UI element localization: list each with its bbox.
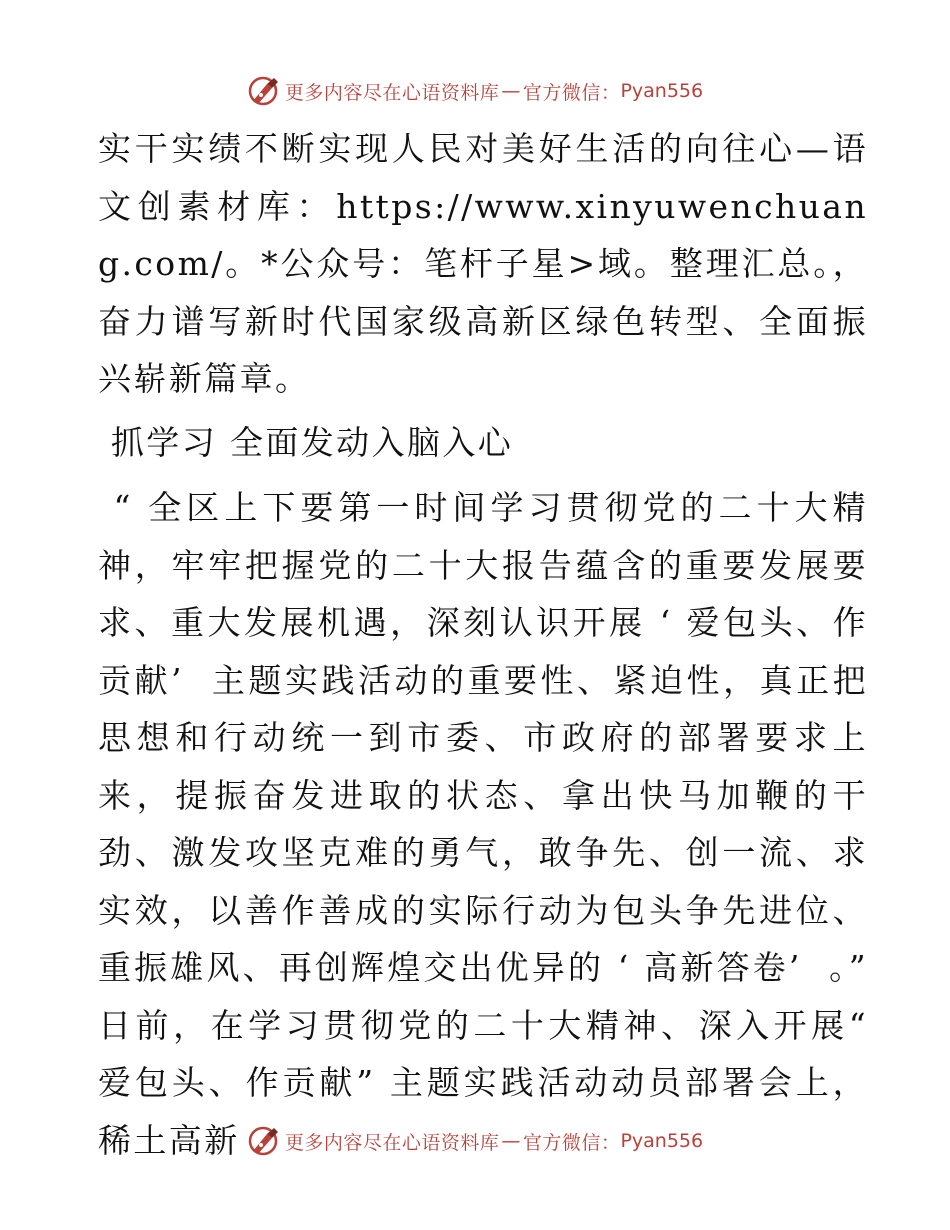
banner-wechat-id: Pyan556 (620, 1130, 704, 1152)
pen-logo-icon (247, 1124, 281, 1158)
footer-banner (0, 1121, 950, 1161)
banner-contact-label: 官方微信： (522, 81, 621, 104)
banner-contact-label: 官方微信： (522, 1131, 621, 1154)
banner-text: 更多内容尽在心语资料库 (284, 81, 500, 104)
paragraph-2: “ 全区上下要第一时间学习贯彻党的二十大精神，牢牢把握党的二十大报告蕴含的重要发展要求、重大发展机遇，深刻认识开展 ‘ 爱包头、作贡献’ 主题实践活动的重要性、紧迫性，真正把思想和行动统一到市委、市政府的部署要求上来，提振奋发进取的状态、拿出快马加鞭的干劲、激发攻坚克难的勇气，敢争先、创一流、求实效，以善作善成的实际行动为包头争先进位、重振雄风、再创辉煌交出优异的 ‘ 高新答卷’ 。” 日前，在学习贯彻党的二十大精神、深入开展“ 爱包头、作贡献” 主题实践活动动员部署会上，稀土高新 (98, 488, 881, 1160)
section-heading: 抓学习 全面发动入脑入心 (98, 422, 514, 462)
pen-logo-icon (247, 74, 281, 108)
banner-wechat-id: Pyan556 (620, 80, 704, 102)
banner-text: 更多内容尽在心语资料库 (284, 1131, 500, 1154)
paragraph-1: 实干实绩不断实现人民对美好生活的向往心—语文创素材库：https://www.xinyuwenchuang.com/。*公众号：笔杆子星>域。整理汇总。，奋力谱写新时代国家级高新区绿色转型、全面振兴崭新篇章。 (98, 129, 868, 398)
banner-dash: — (501, 80, 521, 102)
document-body (98, 120, 881, 1169)
header-banner (0, 71, 950, 111)
banner-dash: — (501, 1130, 521, 1152)
